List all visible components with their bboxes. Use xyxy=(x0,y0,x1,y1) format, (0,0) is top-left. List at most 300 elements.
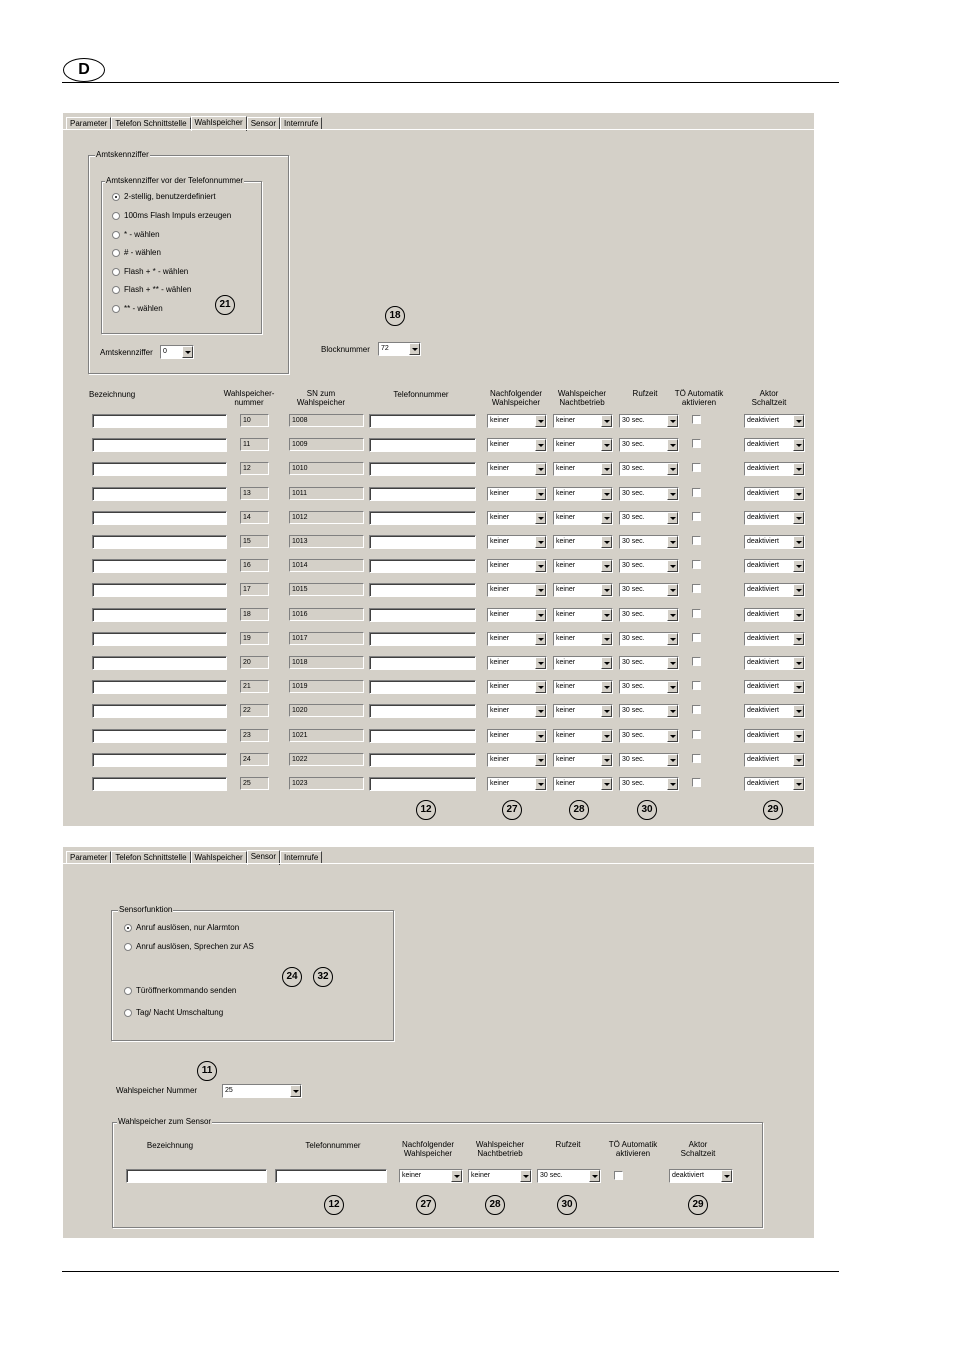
chevron-down-icon[interactable] xyxy=(601,657,612,669)
radio-option[interactable] xyxy=(124,986,236,995)
aktor-select[interactable] xyxy=(744,680,805,694)
to-automatik-checkbox[interactable] xyxy=(692,609,701,618)
bezeichnung-field[interactable] xyxy=(92,462,227,476)
aktor-select[interactable] xyxy=(744,656,805,670)
chevron-down-icon[interactable] xyxy=(535,778,546,790)
aktor-value: deaktiviert xyxy=(747,586,779,594)
aktor-select[interactable] xyxy=(744,559,805,573)
radio-option[interactable] xyxy=(124,1008,223,1017)
callout-21: 21 xyxy=(215,295,235,315)
chevron-down-icon[interactable] xyxy=(793,536,804,548)
rufzeit-select[interactable] xyxy=(619,656,679,670)
radio-button[interactable] xyxy=(112,231,120,239)
aktor-value: deaktiviert xyxy=(747,659,779,666)
radio-option[interactable] xyxy=(112,267,188,276)
chevron-down-icon[interactable] xyxy=(601,633,612,645)
rufzeit-value: 30 sec. xyxy=(622,610,645,618)
rufzeit-select[interactable] xyxy=(619,753,679,767)
nachtbetrieb-select[interactable] xyxy=(553,535,613,549)
telefonnummer-field[interactable] xyxy=(369,608,476,622)
bezeichnung-field[interactable] xyxy=(92,438,227,452)
radio-button[interactable] xyxy=(124,987,132,995)
nachtbetrieb-select[interactable] xyxy=(553,414,613,428)
bezeichnung-field[interactable] xyxy=(92,729,227,743)
aktor-value: deaktiviert xyxy=(747,610,779,618)
nachtbetrieb-value: keiner xyxy=(471,1172,491,1179)
nachtbetrieb-select[interactable] xyxy=(553,487,613,501)
chevron-down-icon[interactable] xyxy=(667,705,678,717)
aktor-value: deaktiviert xyxy=(747,683,779,691)
nachfolgender-select[interactable] xyxy=(487,753,547,767)
radio-button[interactable] xyxy=(112,193,120,201)
chevron-down-icon[interactable] xyxy=(667,415,678,427)
to-automatik-checkbox[interactable] xyxy=(692,705,701,714)
chevron-down-icon[interactable] xyxy=(793,657,804,669)
radio-option[interactable] xyxy=(124,942,254,951)
wahlspeicher-zum-sensor-group xyxy=(112,1117,763,1228)
wahlspeicher-nummer: 14 xyxy=(240,511,269,524)
rufzeit-select[interactable] xyxy=(619,535,679,549)
radio-option[interactable] xyxy=(112,211,231,220)
aktor-value: deaktiviert xyxy=(747,513,779,521)
telefonnummer-field[interactable] xyxy=(369,511,476,525)
telefonnummer-field[interactable] xyxy=(275,1169,387,1183)
wahlspeicher-nummer-value: 25 xyxy=(225,1087,233,1094)
nachfolgender-select[interactable] xyxy=(487,680,547,694)
sn-zum-wahlspeicher: 1013 xyxy=(289,535,364,548)
chevron-down-icon[interactable] xyxy=(601,609,612,621)
radio-option[interactable] xyxy=(112,192,216,201)
amtskennziffer-select[interactable] xyxy=(160,345,194,359)
chevron-down-icon[interactable] xyxy=(793,439,804,451)
telefonnummer-field[interactable] xyxy=(369,729,476,743)
chevron-down-icon[interactable] xyxy=(535,536,546,548)
chevron-down-icon[interactable] xyxy=(721,1170,732,1182)
nachfolgender-select[interactable] xyxy=(487,632,547,646)
rufzeit-value: 30 sec. xyxy=(622,562,645,570)
chevron-down-icon[interactable] xyxy=(793,488,804,500)
sn-zum-wahlspeicher: 1020 xyxy=(289,704,364,717)
aktor-value: deaktiviert xyxy=(747,489,779,497)
wahlspeicher-nummer: 16 xyxy=(240,559,269,572)
chevron-down-icon[interactable] xyxy=(290,1085,301,1097)
chevron-down-icon[interactable] xyxy=(535,463,546,475)
nachtbetrieb-value: keiner xyxy=(556,586,576,594)
radio-button[interactable] xyxy=(112,268,120,276)
bezeichnung-field[interactable] xyxy=(92,704,227,718)
nachfolgender-select[interactable] xyxy=(487,535,547,549)
to-automatik-checkbox[interactable] xyxy=(614,1171,623,1180)
chevron-down-icon[interactable] xyxy=(793,463,804,475)
chevron-down-icon[interactable] xyxy=(182,346,193,358)
radio-button[interactable] xyxy=(124,924,132,932)
nachfolgender-select[interactable] xyxy=(487,583,547,597)
sn-zum-wahlspeicher: 1015 xyxy=(289,583,364,596)
wahlspeicher-nummer: 15 xyxy=(240,535,269,548)
chevron-down-icon[interactable] xyxy=(535,754,546,766)
nachtbetrieb-select[interactable] xyxy=(553,680,613,694)
chevron-down-icon[interactable] xyxy=(601,754,612,766)
nachfolgender-select[interactable] xyxy=(487,487,547,501)
sn-zum-wahlspeicher: 1014 xyxy=(289,559,364,572)
callout-29: 29 xyxy=(688,1195,708,1215)
sn-zum-wahlspeicher: 1018 xyxy=(289,656,364,669)
nachfolgender-value: keiner xyxy=(490,441,510,449)
col-nachtbetrieb: Wahlspeicher Nachtbetrieb xyxy=(475,1140,525,1158)
to-automatik-checkbox[interactable] xyxy=(692,730,701,739)
nachfolgender-select[interactable] xyxy=(399,1169,463,1183)
rufzeit-select[interactable] xyxy=(619,559,679,573)
to-automatik-checkbox[interactable] xyxy=(692,488,701,497)
rufzeit-select[interactable] xyxy=(619,608,679,622)
rufzeit-select[interactable] xyxy=(619,680,679,694)
chevron-down-icon[interactable] xyxy=(601,512,612,524)
chevron-down-icon[interactable] xyxy=(535,584,546,596)
tab-wahlspeicher[interactable]: Wahlspeicher xyxy=(191,851,247,864)
sn-zum-wahlspeicher: 1016 xyxy=(289,608,364,621)
chevron-down-icon[interactable] xyxy=(601,415,612,427)
chevron-down-icon[interactable] xyxy=(601,778,612,790)
nachtbetrieb-select[interactable] xyxy=(553,511,613,525)
tab-parameter[interactable]: Parameter xyxy=(66,851,111,864)
tab-wahlspeicher[interactable]: Wahlspeicher xyxy=(191,116,247,131)
rufzeit-select[interactable] xyxy=(619,583,679,597)
tab-sensor[interactable]: Sensor xyxy=(247,850,280,865)
nachtbetrieb-value: keiner xyxy=(556,780,576,787)
to-automatik-checkbox[interactable] xyxy=(692,754,701,763)
nachtbetrieb-value: keiner xyxy=(556,707,576,715)
nachtbetrieb-select[interactable] xyxy=(553,462,613,476)
nachfolgender-select[interactable] xyxy=(487,777,547,791)
aktor-select[interactable] xyxy=(744,583,805,597)
aktor-select[interactable] xyxy=(744,511,805,525)
chevron-down-icon[interactable] xyxy=(793,778,804,790)
rufzeit-select[interactable] xyxy=(619,414,679,428)
telefonnummer-field[interactable] xyxy=(369,438,476,452)
col-aktor: Aktor Schaltzeit xyxy=(680,1140,716,1158)
rufzeit-select[interactable] xyxy=(619,511,679,525)
to-automatik-checkbox[interactable] xyxy=(692,560,701,569)
chevron-down-icon[interactable] xyxy=(793,560,804,572)
telefonnummer-field[interactable] xyxy=(369,704,476,718)
bezeichnung-field[interactable] xyxy=(92,632,227,646)
aktor-select[interactable] xyxy=(744,704,805,718)
nachtbetrieb-value: keiner xyxy=(556,465,576,473)
telefonnummer-field[interactable] xyxy=(369,414,476,428)
bezeichnung-field[interactable] xyxy=(92,559,227,573)
chevron-down-icon[interactable] xyxy=(601,560,612,572)
tab-bar xyxy=(66,116,322,130)
to-automatik-checkbox[interactable] xyxy=(692,657,701,666)
to-automatik-checkbox[interactable] xyxy=(692,463,701,472)
chevron-down-icon[interactable] xyxy=(535,730,546,742)
chevron-down-icon[interactable] xyxy=(601,705,612,717)
telefonnummer-field[interactable] xyxy=(369,462,476,476)
radio-button[interactable] xyxy=(124,943,132,951)
tab-parameter[interactable]: Parameter xyxy=(66,117,111,130)
bezeichnung-field[interactable] xyxy=(126,1169,267,1183)
chevron-down-icon[interactable] xyxy=(793,681,804,693)
nachfolgender-select[interactable] xyxy=(487,608,547,622)
nachtbetrieb-select[interactable] xyxy=(553,559,613,573)
chevron-down-icon[interactable] xyxy=(535,560,546,572)
nachtbetrieb-select[interactable] xyxy=(553,583,613,597)
chevron-down-icon[interactable] xyxy=(667,633,678,645)
col-bezeichnung: Bezeichnung xyxy=(146,1141,194,1150)
nachfolgender-select[interactable] xyxy=(487,511,547,525)
nachtbetrieb-value: keiner xyxy=(556,417,576,424)
bezeichnung-field[interactable] xyxy=(92,511,227,525)
chevron-down-icon[interactable] xyxy=(667,681,678,693)
radio-button[interactable] xyxy=(124,1009,132,1017)
chevron-down-icon[interactable] xyxy=(667,536,678,548)
nachtbetrieb-select[interactable] xyxy=(553,608,613,622)
rufzeit-select[interactable] xyxy=(619,462,679,476)
radio-label: * - wählen xyxy=(124,230,160,239)
to-automatik-checkbox[interactable] xyxy=(692,415,701,424)
nachtbetrieb-value: keiner xyxy=(556,562,576,570)
rufzeit-value: 30 sec. xyxy=(622,780,645,787)
to-automatik-checkbox[interactable] xyxy=(692,681,701,690)
chevron-down-icon[interactable] xyxy=(535,705,546,717)
wahlspeicher-nummer: 11 xyxy=(240,438,269,451)
radio-option[interactable] xyxy=(112,230,160,239)
chevron-down-icon[interactable] xyxy=(451,1170,462,1182)
nachtbetrieb-value: keiner xyxy=(556,489,576,497)
to-automatik-checkbox[interactable] xyxy=(692,512,701,521)
aktor-select[interactable] xyxy=(744,632,805,646)
nachtbetrieb-select[interactable] xyxy=(553,438,613,452)
wahlspeicher-nummer: 19 xyxy=(240,632,269,645)
to-automatik-checkbox[interactable] xyxy=(692,778,701,787)
chevron-down-icon[interactable] xyxy=(601,536,612,548)
aktor-select[interactable] xyxy=(744,608,805,622)
radio-label: Türöffnerkommando senden xyxy=(136,986,237,995)
radio-option[interactable] xyxy=(112,304,163,313)
to-automatik-checkbox[interactable] xyxy=(692,536,701,545)
rufzeit-value: 30 sec. xyxy=(622,634,645,642)
chevron-down-icon[interactable] xyxy=(601,463,612,475)
chevron-down-icon[interactable] xyxy=(793,512,804,524)
nachfolgender-value: keiner xyxy=(490,659,510,666)
sn-zum-wahlspeicher: 1023 xyxy=(289,777,364,790)
rufzeit-select[interactable] xyxy=(619,487,679,501)
nachtbetrieb-select[interactable] xyxy=(553,777,613,791)
telefonnummer-field[interactable] xyxy=(369,487,476,501)
aktor-select[interactable] xyxy=(744,438,805,452)
nachfolgender-select[interactable] xyxy=(487,462,547,476)
wahlspeicher-nummer-select[interactable] xyxy=(222,1084,302,1098)
chevron-down-icon[interactable] xyxy=(535,415,546,427)
aktor-select[interactable] xyxy=(744,535,805,549)
chevron-down-icon[interactable] xyxy=(793,609,804,621)
aktor-select[interactable] xyxy=(744,462,805,476)
chevron-down-icon[interactable] xyxy=(601,584,612,596)
bezeichnung-field[interactable] xyxy=(92,753,227,767)
telefonnummer-field[interactable] xyxy=(369,583,476,597)
chevron-down-icon[interactable] xyxy=(667,439,678,451)
chevron-down-icon[interactable] xyxy=(535,609,546,621)
nachfolgender-value: keiner xyxy=(490,538,510,545)
nachtbetrieb-select[interactable] xyxy=(468,1169,532,1183)
tab-internrufe[interactable]: Internrufe xyxy=(280,117,322,130)
to-automatik-checkbox[interactable] xyxy=(692,584,701,593)
nachfolgender-value: keiner xyxy=(490,634,510,642)
chevron-down-icon[interactable] xyxy=(793,730,804,742)
nachfolgender-select[interactable] xyxy=(487,656,547,670)
nachtbetrieb-select[interactable] xyxy=(553,656,613,670)
bezeichnung-field[interactable] xyxy=(92,583,227,597)
bezeichnung-field[interactable] xyxy=(92,680,227,694)
aktor-select[interactable] xyxy=(744,487,805,501)
chevron-down-icon[interactable] xyxy=(667,730,678,742)
radio-button[interactable] xyxy=(112,212,120,220)
col-nachtbetrieb: Wahlspeicher Nachtbetrieb xyxy=(557,389,607,407)
nachtbetrieb-select[interactable] xyxy=(553,729,613,743)
to-automatik-checkbox[interactable] xyxy=(692,633,701,642)
chevron-down-icon[interactable] xyxy=(535,657,546,669)
chevron-down-icon[interactable] xyxy=(535,439,546,451)
chevron-down-icon[interactable] xyxy=(667,584,678,596)
telefonnummer-field[interactable] xyxy=(369,559,476,573)
sn-zum-wahlspeicher: 1012 xyxy=(289,511,364,524)
chevron-down-icon[interactable] xyxy=(793,584,804,596)
col-to-automatik: TÖ Automatik aktivieren xyxy=(608,1140,658,1158)
to-automatik-checkbox[interactable] xyxy=(692,439,701,448)
telefonnummer-field[interactable] xyxy=(369,632,476,646)
rufzeit-value: 30 sec. xyxy=(622,755,645,763)
bezeichnung-field[interactable] xyxy=(92,414,227,428)
amtskennziffer-sub-group xyxy=(101,176,262,334)
chevron-down-icon[interactable] xyxy=(667,463,678,475)
col-aktor: Aktor Schaltzeit xyxy=(751,389,787,407)
chevron-down-icon[interactable] xyxy=(589,1170,600,1182)
chevron-down-icon[interactable] xyxy=(667,512,678,524)
nachtbetrieb-value: keiner xyxy=(556,441,576,449)
aktor-select[interactable] xyxy=(744,753,805,767)
radio-button[interactable] xyxy=(112,305,120,313)
nachfolgender-select[interactable] xyxy=(487,438,547,452)
nachtbetrieb-select[interactable] xyxy=(553,753,613,767)
aktor-select[interactable] xyxy=(744,777,805,791)
tab-divider xyxy=(63,129,814,130)
chevron-down-icon[interactable] xyxy=(793,754,804,766)
radio-button[interactable] xyxy=(112,249,120,257)
chevron-down-icon[interactable] xyxy=(667,778,678,790)
chevron-down-icon[interactable] xyxy=(793,415,804,427)
nachtbetrieb-value: keiner xyxy=(556,634,576,642)
tab-sensor[interactable]: Sensor xyxy=(247,117,280,130)
radio-option[interactable] xyxy=(124,923,239,932)
chevron-down-icon[interactable] xyxy=(535,681,546,693)
blocknummer-select[interactable] xyxy=(378,342,421,356)
wahlspeicher-panel xyxy=(63,113,814,826)
bezeichnung-field[interactable] xyxy=(92,777,227,791)
radio-option[interactable] xyxy=(112,285,191,294)
telefonnummer-field[interactable] xyxy=(369,535,476,549)
nachfolgender-select[interactable] xyxy=(487,559,547,573)
chevron-down-icon[interactable] xyxy=(535,488,546,500)
rufzeit-select[interactable] xyxy=(619,704,679,718)
chevron-down-icon[interactable] xyxy=(667,560,678,572)
aktor-value: deaktiviert xyxy=(747,538,779,545)
tab-internrufe[interactable]: Internrufe xyxy=(280,851,322,864)
rufzeit-select[interactable] xyxy=(619,777,679,791)
wahlspeicher-nummer: 17 xyxy=(240,583,269,596)
callout-28: 28 xyxy=(569,800,589,820)
nachfolgender-select[interactable] xyxy=(487,414,547,428)
tab-telefon-schnittstelle[interactable]: Telefon Schnittstelle xyxy=(111,851,190,864)
bezeichnung-field[interactable] xyxy=(92,608,227,622)
chevron-down-icon[interactable] xyxy=(535,633,546,645)
chevron-down-icon[interactable] xyxy=(793,633,804,645)
chevron-down-icon[interactable] xyxy=(601,730,612,742)
bezeichnung-field[interactable] xyxy=(92,656,227,670)
wahlspeicher-nummer: 10 xyxy=(240,414,269,427)
aktor-value: deaktiviert xyxy=(747,755,779,763)
sensorfunktion-group xyxy=(111,905,394,1041)
aktor-select[interactable] xyxy=(744,414,805,428)
aktor-select[interactable] xyxy=(669,1169,733,1183)
nachtbetrieb-select[interactable] xyxy=(553,632,613,646)
nachfolgender-select[interactable] xyxy=(487,729,547,743)
nachfolgender-value: keiner xyxy=(490,417,510,424)
telefonnummer-field[interactable] xyxy=(369,753,476,767)
tab-telefon-schnittstelle[interactable]: Telefon Schnittstelle xyxy=(111,117,190,130)
rufzeit-value: 30 sec. xyxy=(622,707,645,715)
telefonnummer-field[interactable] xyxy=(369,777,476,791)
nachtbetrieb-select[interactable] xyxy=(553,704,613,718)
telefonnummer-field[interactable] xyxy=(369,680,476,694)
chevron-down-icon[interactable] xyxy=(601,439,612,451)
rufzeit-select[interactable] xyxy=(619,729,679,743)
bezeichnung-field[interactable] xyxy=(92,535,227,549)
rufzeit-select[interactable] xyxy=(619,438,679,452)
radio-option[interactable] xyxy=(112,248,161,257)
wahlspeicher-nummer: 22 xyxy=(240,704,269,717)
aktor-value: deaktiviert xyxy=(747,731,779,739)
chevron-down-icon[interactable] xyxy=(667,657,678,669)
col-nachfolgender: Nachfolgender Wahlspeicher xyxy=(489,389,543,407)
chevron-down-icon[interactable] xyxy=(409,343,420,355)
nachfolgender-select[interactable] xyxy=(487,704,547,718)
col-rufzeit: Rufzeit xyxy=(555,1140,581,1149)
sn-zum-wahlspeicher: 1008 xyxy=(289,414,364,427)
chevron-down-icon[interactable] xyxy=(535,512,546,524)
chevron-down-icon[interactable] xyxy=(601,681,612,693)
chevron-down-icon[interactable] xyxy=(667,609,678,621)
nachfolgender-value: keiner xyxy=(490,780,510,787)
chevron-down-icon[interactable] xyxy=(520,1170,531,1182)
rufzeit-select[interactable] xyxy=(619,632,679,646)
bezeichnung-field[interactable] xyxy=(92,487,227,501)
callout-28: 28 xyxy=(485,1195,505,1215)
rufzeit-value: 30 sec. xyxy=(622,538,645,545)
nachfolgender-value: keiner xyxy=(490,465,510,473)
aktor-value: deaktiviert xyxy=(747,707,779,715)
rufzeit-value: 30 sec. xyxy=(622,465,645,473)
chevron-down-icon[interactable] xyxy=(667,488,678,500)
chevron-down-icon[interactable] xyxy=(601,488,612,500)
callout-24: 24 xyxy=(282,967,302,987)
rufzeit-select[interactable] xyxy=(537,1169,601,1183)
nachfolgender-value: keiner xyxy=(490,755,510,763)
telefonnummer-field[interactable] xyxy=(369,656,476,670)
aktor-select[interactable] xyxy=(744,729,805,743)
radio-button[interactable] xyxy=(112,286,120,294)
chevron-down-icon[interactable] xyxy=(667,754,678,766)
chevron-down-icon[interactable] xyxy=(793,705,804,717)
